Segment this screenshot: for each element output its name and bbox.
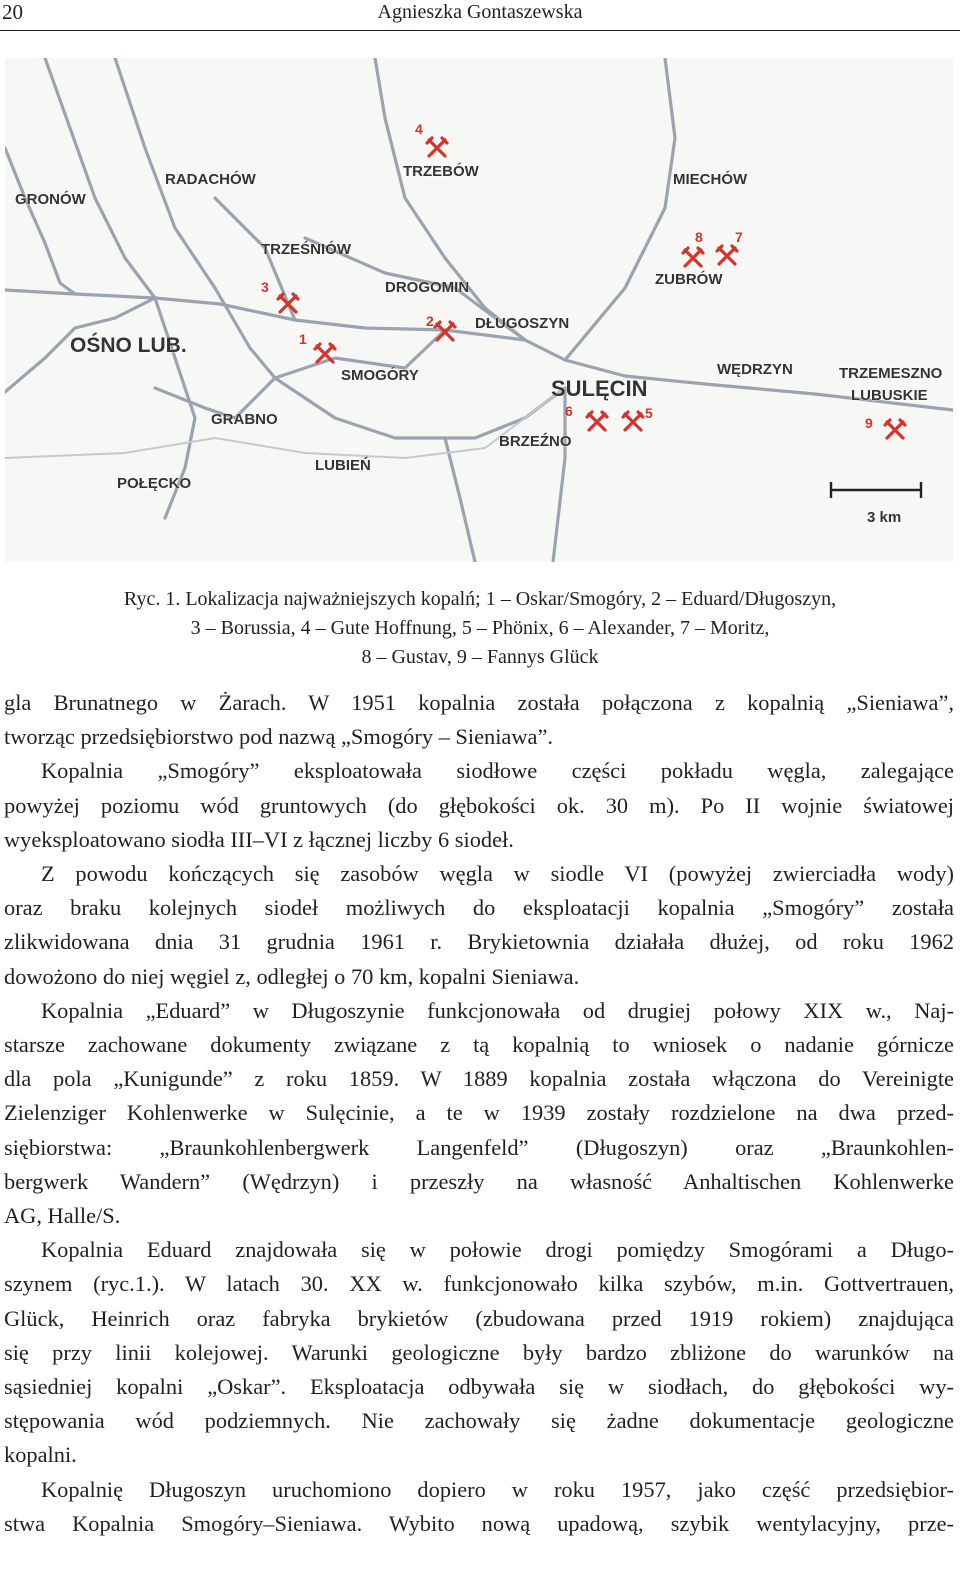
place-label-wedrzyn: WĘDRZYN xyxy=(717,361,793,378)
caption-line: Ryc. 1. Lokalizacja najważniejszych kopalń; 1 – Oskar/Smogóry, 2 – Eduard/Długoszyn, xyxy=(123,588,837,610)
mine-number-8: 8 xyxy=(695,229,703,245)
body-line: dowożono do niej węgiel z, odległej o 70 km, kopalni Sieniawa. xyxy=(4,963,580,989)
mine-number-9: 9 xyxy=(865,415,873,431)
body-line: bergwerk Wandern” (Wędrzyn) i przeszły na własność Anhaltischen Kohlenwerke xyxy=(4,1168,954,1194)
place-label-drogomin: DROGOMIN xyxy=(385,279,470,296)
body-line: szynem (ryc.1.). W latach 30. XX w. funkcjonowało kilka szybów, m.in. Gottvertrauen, xyxy=(4,1271,954,1297)
body-line: Kopalnia „Eduard” w Długoszynie funkcjonowała od drugiej połowy XIX w., Naj- xyxy=(41,997,954,1023)
mine-number-2: 2 xyxy=(426,313,434,329)
body-line: zlikwidowana dnia 31 grudnia 1961 r. Brykietownia działała dłużej, od roku 1962 xyxy=(4,929,954,955)
place-label-miechow: MIECHÓW xyxy=(673,171,748,188)
running-head: Agnieszka Gontaszewska xyxy=(377,1,583,23)
place-label-zubrow: ZUBRÓW xyxy=(655,271,723,288)
mine-location-map xyxy=(5,58,953,562)
caption-line: 8 – Gustav, 9 – Fannys Glück xyxy=(361,646,599,668)
place-label-trzebow: TRZEBÓW xyxy=(403,163,479,180)
place-label-dlugoszyn: DŁUGOSZYN xyxy=(475,315,570,332)
place-label-radachow: RADACHÓW xyxy=(165,171,256,188)
body-line: Kopalnię Długoszyn uruchomiono dopiero w roku 1957, jako część przedsiębior- xyxy=(41,1476,954,1502)
mine-number-7: 7 xyxy=(735,229,743,245)
body-line: AG, Halle/S. xyxy=(4,1203,121,1229)
place-label-gronow: GRONÓW xyxy=(15,191,86,208)
place-label-polecko: POŁĘCKO xyxy=(117,475,192,492)
page-number: 20 xyxy=(2,0,23,24)
body-line: Glück, Heinrich oraz fabryka brykietów (zbudowana przed 1919 rokiem) znajdująca xyxy=(4,1305,954,1331)
mine-number-1: 1 xyxy=(299,331,307,347)
place-label-grabno: GRABNO xyxy=(211,411,278,428)
body-line: stwa Kopalnia Smogóry–Sieniawa. Wybito nową upadową, szybik wentylacyjny, prze- xyxy=(4,1510,954,1536)
place-label-lubien: LUBIEŃ xyxy=(315,457,371,474)
body-line: się przy linii kolejowej. Warunki geologiczne były bardzo zbliżone do warunków na xyxy=(4,1339,954,1365)
body-line: kopalni. xyxy=(4,1442,77,1468)
place-label-osno-lub: OŚNO LUB. xyxy=(70,334,187,357)
mine-number-6: 6 xyxy=(565,403,573,419)
body-line: sąsiedniej kopalni „Oskar”. Eksploatacja odbywała się w siodłach, do głębokości wy- xyxy=(4,1374,954,1400)
place-label-smogory: SMOGÓRY xyxy=(341,367,419,384)
body-line: tworząc przedsiębiorstwo pod nazwą „Smogóry – Sieniawa”. xyxy=(4,724,554,750)
body-line: stępowania wód podziemnych. Nie zachowały się żadne dokumentacje geologiczne xyxy=(4,1408,954,1434)
body-line: Z powodu kończących się zasobów węgla w siodle VI (powyżej zwierciadła wody) xyxy=(41,861,954,887)
body-line: powyżej poziomu wód gruntowych (do głębokości ok. 30 m). Po II wojnie światowej xyxy=(4,792,954,818)
body-line: wyeksploatowano siodła III–VI z łącznej liczby 6 siodeł. xyxy=(4,826,514,852)
page-header xyxy=(0,0,960,24)
body-line: Kopalnia „Smogóry” eksploatowała siodłowe części pokładu węgla, zalegające xyxy=(41,758,954,784)
scale-label: 3 km xyxy=(867,509,902,526)
map-svg xyxy=(5,58,953,562)
body-line: Zielenziger Kohlenwerke w Sulęcinie, a te w 1939 zostały rozdzielone na dwa przed- xyxy=(4,1100,954,1126)
mine-number-3: 3 xyxy=(261,279,269,295)
body-line: Kopalnia Eduard znajdowała się w połowie drogi pomiędzy Smogórami a Długo- xyxy=(41,1237,954,1263)
body-line: siębiorstwa: „Braunkohlenbergwerk Langenfeld” (Długoszyn) oraz „Braunkohlen- xyxy=(4,1134,954,1160)
place-label-sulecin: SULĘCIN xyxy=(551,376,648,401)
caption-line: 3 – Borussia, 4 – Gute Hoffnung, 5 – Phönix, 6 – Alexander, 7 – Moritz, xyxy=(190,617,770,639)
header-rule xyxy=(0,30,960,31)
body-line: dla pola „Kunigunde” z roku 1859. W 1889 kopalnia została włączona do Vereinigte xyxy=(4,1066,954,1092)
body-line: gla Brunatnego w Żarach. W 1951 kopalnia została połączona z kopalnią „Sieniawa”, xyxy=(4,690,954,715)
mine-number-4: 4 xyxy=(415,121,423,137)
place-label-lubuskie: LUBUSKIE xyxy=(851,387,928,404)
place-label-brzezno: BRZEŹNO xyxy=(499,433,572,450)
place-label-trzemeszno: TRZEMESZNO xyxy=(839,365,943,382)
place-label-trzesniow: TRZEŚNIÓW xyxy=(261,241,351,258)
figure-caption xyxy=(40,585,920,672)
body-text xyxy=(4,686,954,1541)
body-line: oraz braku kolejnych siodeł możliwych do eksploatacji kopalnia „Smogóry” została xyxy=(4,895,954,921)
mine-number-5: 5 xyxy=(645,405,653,421)
body-line: starsze zachowane dokumenty związane z tą kopalnią to wniosek o nadanie górnicze xyxy=(4,1032,954,1058)
